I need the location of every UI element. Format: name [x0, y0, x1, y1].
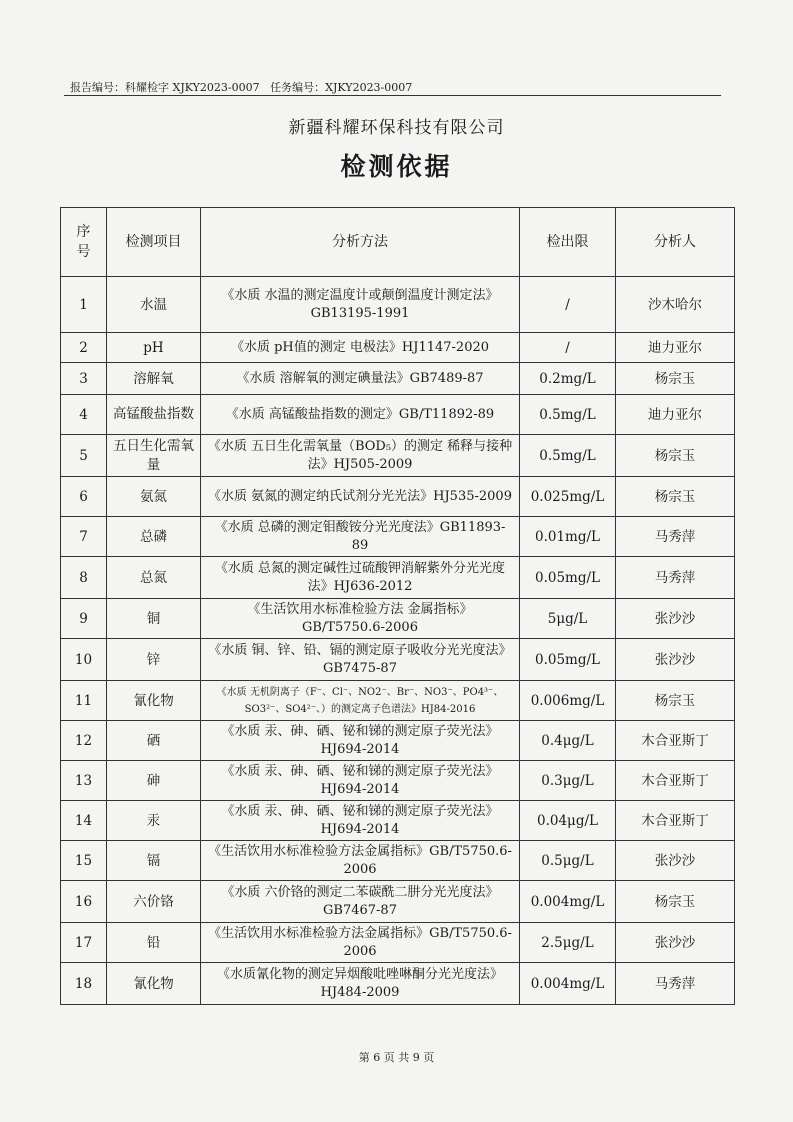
row-limit: 0.05mg/L	[520, 557, 616, 599]
row-method: 《水质 无机阴离子（F⁻、Cl⁻、NO2⁻、Br⁻、NO3⁻、PO4³⁻、SO3²⁻、SO4²⁻、）的测定离子色谱法》HJ84-2016	[201, 681, 520, 721]
row-limit: 0.2mg/L	[520, 363, 616, 395]
row-item: 六价铬	[107, 881, 201, 923]
row-item: 砷	[107, 761, 201, 801]
table-row	[61, 599, 735, 639]
row-number: 9	[61, 599, 107, 639]
header-item: 检测项目	[107, 208, 201, 277]
row-number: 12	[61, 721, 107, 761]
row-limit: 0.004mg/L	[520, 881, 616, 923]
page-footer: 第 6 页 共 9 页	[358, 1051, 435, 1064]
row-limit: 0.5mg/L	[520, 395, 616, 435]
table-row	[61, 557, 735, 599]
row-limit: 0.01mg/L	[520, 517, 616, 557]
row-number: 17	[61, 923, 107, 963]
row-item: 氰化物	[107, 963, 201, 1005]
table-row	[61, 681, 735, 721]
row-method: 《生活饮用水标准检验方法金属指标》GB/T5750.6-2006	[201, 841, 520, 881]
row-number: 11	[61, 681, 107, 721]
row-limit: 0.025mg/L	[520, 477, 616, 517]
row-limit: 5μg/L	[520, 599, 616, 639]
row-number: 3	[61, 363, 107, 395]
row-limit: 0.004mg/L	[520, 963, 616, 1005]
row-analyst: 张沙沙	[616, 599, 735, 639]
row-item: 锌	[107, 639, 201, 681]
row-method: 《水质 pH值的测定 电极法》HJ1147-2020	[201, 333, 520, 363]
row-number: 8	[61, 557, 107, 599]
report-number: 科耀检字 XJKY2023-0007	[125, 81, 260, 94]
row-limit: /	[520, 333, 616, 363]
row-item: 溶解氧	[107, 363, 201, 395]
row-analyst: 木合亚斯丁	[616, 721, 735, 761]
row-analyst: 张沙沙	[616, 639, 735, 681]
row-analyst: 杨宗玉	[616, 681, 735, 721]
row-item: pH	[107, 333, 201, 363]
row-method: 《水质 氨氮的测定纳氏试剂分光光法》HJ535-2009	[201, 477, 520, 517]
row-limit: 0.5mg/L	[520, 435, 616, 477]
task-number-label: 任务编号：	[270, 81, 326, 94]
row-number: 1	[61, 277, 107, 333]
table-row	[61, 277, 735, 333]
row-method: 《水质 五日生化需氧量（BOD₅）的测定 稀释与接种法》HJ505-2009	[201, 435, 520, 477]
row-limit: 0.006mg/L	[520, 681, 616, 721]
header-method: 分析方法	[201, 208, 520, 277]
row-method: 《水质 总磷的测定钼酸铵分光光度法》GB11893-89	[201, 517, 520, 557]
row-method: 《水质 总氮的测定碱性过硫酸钾消解紫外分光光度法》HJ636-2012	[201, 557, 520, 599]
row-limit: 0.4μg/L	[520, 721, 616, 761]
row-number: 16	[61, 881, 107, 923]
row-method: 《生活饮用水标准检验方法 金属指标》GB/T5750.6-2006	[201, 599, 520, 639]
table-row	[61, 761, 735, 801]
row-analyst: 马秀萍	[616, 557, 735, 599]
row-item: 硒	[107, 721, 201, 761]
task-number: XJKY2023-0007	[325, 81, 413, 94]
row-item: 总磷	[107, 517, 201, 557]
row-number: 5	[61, 435, 107, 477]
row-analyst: 木合亚斯丁	[616, 761, 735, 801]
row-method: 《水质 铜、锌、铅、镉的测定原子吸收分光光度法》GB7475-87	[201, 639, 520, 681]
row-analyst: 杨宗玉	[616, 477, 735, 517]
row-analyst: 张沙沙	[616, 923, 735, 963]
row-item: 总氮	[107, 557, 201, 599]
table-row	[61, 639, 735, 681]
table-row	[61, 395, 735, 435]
row-method: 《水质 六价铬的测定二苯碳酰二肼分光光度法》GB7467-87	[201, 881, 520, 923]
row-item: 五日生化需氧量	[107, 435, 201, 477]
table-row	[61, 363, 735, 395]
table-row	[61, 963, 735, 1005]
row-number: 18	[61, 963, 107, 1005]
row-method: 《水质 汞、砷、硒、铋和锑的测定原子荧光法》HJ694-2014	[201, 801, 520, 841]
row-limit: 0.3μg/L	[520, 761, 616, 801]
row-analyst: 杨宗玉	[616, 881, 735, 923]
row-analyst: 迪力亚尔	[616, 333, 735, 363]
table-row	[61, 841, 735, 881]
row-method: 《水质 汞、砷、硒、铋和锑的测定原子荧光法》HJ694-2014	[201, 721, 520, 761]
row-limit: 0.04μg/L	[520, 801, 616, 841]
row-number: 7	[61, 517, 107, 557]
row-method: 《水质氰化物的测定异烟酸吡唑啉酮分光光度法》HJ484-2009	[201, 963, 520, 1005]
report-header	[70, 79, 412, 95]
row-limit: 0.5μg/L	[520, 841, 616, 881]
row-item: 铜	[107, 599, 201, 639]
header-limit: 检出限	[520, 208, 616, 277]
row-number: 6	[61, 477, 107, 517]
row-analyst: 杨宗玉	[616, 363, 735, 395]
row-item: 水温	[107, 277, 201, 333]
company-name: 新疆科耀环保科技有限公司	[288, 118, 505, 138]
row-item: 铅	[107, 923, 201, 963]
row-method: 《水质 水温的测定温度计或颠倒温度计测定法》GB13195-1991	[201, 277, 520, 333]
row-analyst: 杨宗玉	[616, 435, 735, 477]
row-limit: 2.5μg/L	[520, 923, 616, 963]
row-method: 《生活饮用水标准检验方法金属指标》GB/T5750.6-2006	[201, 923, 520, 963]
header-analyst: 分析人	[616, 208, 735, 277]
row-method: 《水质 汞、砷、硒、铋和锑的测定原子荧光法》HJ694-2014	[201, 761, 520, 801]
basis-table	[60, 207, 735, 1005]
row-item: 氨氮	[107, 477, 201, 517]
row-analyst: 沙木哈尔	[616, 277, 735, 333]
table-header-row	[61, 208, 735, 277]
row-limit: 0.05mg/L	[520, 639, 616, 681]
row-limit: /	[520, 277, 616, 333]
table-row	[61, 477, 735, 517]
header-no: 序号	[61, 208, 107, 277]
row-analyst: 迪力亚尔	[616, 395, 735, 435]
table-row	[61, 721, 735, 761]
table-row	[61, 881, 735, 923]
row-analyst: 张沙沙	[616, 841, 735, 881]
row-number: 14	[61, 801, 107, 841]
row-number: 4	[61, 395, 107, 435]
table-row	[61, 435, 735, 477]
seal-edge-mark	[781, 400, 791, 540]
row-analyst: 马秀萍	[616, 517, 735, 557]
table-row	[61, 801, 735, 841]
row-method: 《水质 溶解氧的测定碘量法》GB7489-87	[201, 363, 520, 395]
report-number-label: 报告编号：	[70, 81, 125, 94]
header-divider	[64, 95, 721, 96]
row-analyst: 马秀萍	[616, 963, 735, 1005]
row-item: 镉	[107, 841, 201, 881]
row-number: 15	[61, 841, 107, 881]
row-number: 2	[61, 333, 107, 363]
row-number: 10	[61, 639, 107, 681]
table-row	[61, 333, 735, 363]
row-item: 高锰酸盐指数	[107, 395, 201, 435]
table-row	[61, 923, 735, 963]
row-item: 氰化物	[107, 681, 201, 721]
page-title: 检测依据	[340, 152, 453, 181]
row-number: 13	[61, 761, 107, 801]
row-analyst: 木合亚斯丁	[616, 801, 735, 841]
row-method: 《水质 高锰酸盐指数的测定》GB/T11892-89	[201, 395, 520, 435]
table-row	[61, 517, 735, 557]
row-item: 汞	[107, 801, 201, 841]
